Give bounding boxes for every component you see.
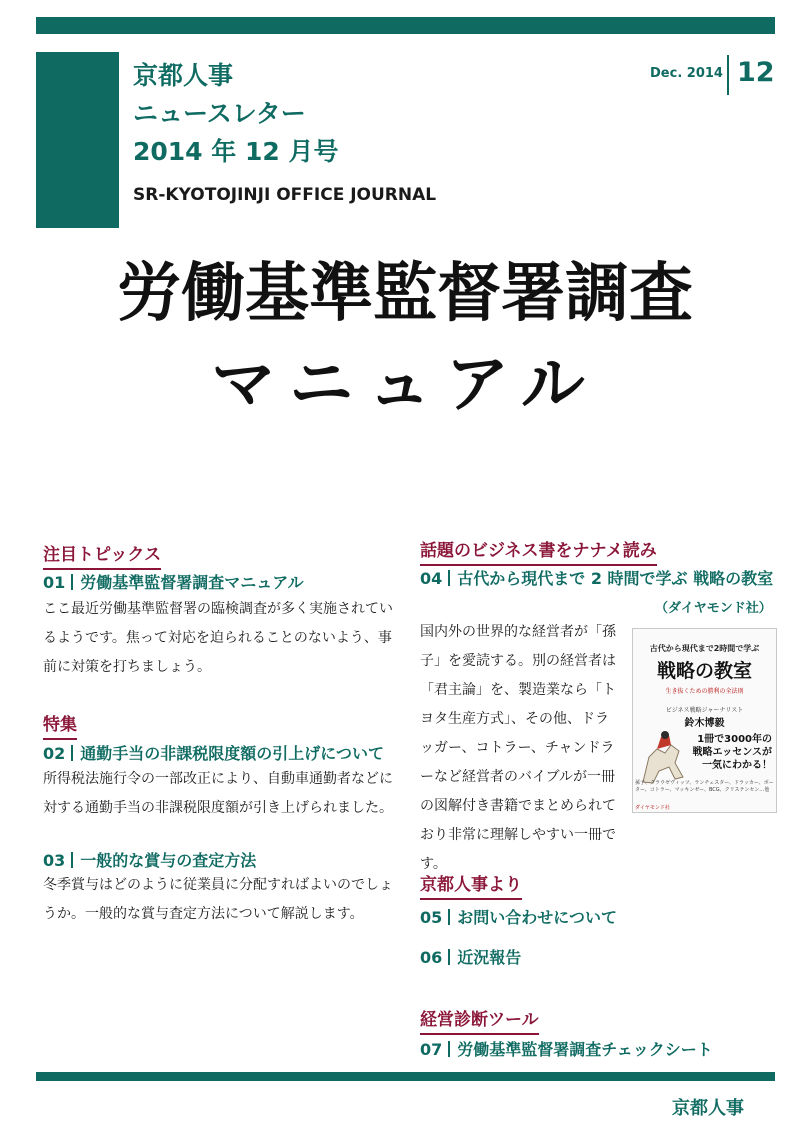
section-heading-diagnosis-tools: 経営診断ツール (420, 1005, 539, 1035)
toc-divider (448, 1041, 450, 1057)
toc-item-title: 労働基準監督署調査チェックシート (457, 1040, 713, 1059)
issue-number: 12 (737, 57, 775, 88)
toc-item-01[interactable] (43, 570, 304, 593)
toc-item-02-description: 所得税法施行令の一部改正により、自動車通勤者などに対する通勤手当の非課税限度額が引き上げられました。 (43, 771, 393, 816)
section-heading-feature: 特集 (43, 710, 77, 740)
book-cover-blurb: 1冊で3000年の 戦略エッセンスが 一気にわかる！ (692, 734, 772, 771)
toc-item-title: お問い合わせについて (457, 908, 617, 927)
book-cover-author: 鈴木博毅 (684, 718, 725, 729)
toc-item-title: 一般的な賞与の査定方法 (80, 851, 257, 870)
toc-item-01-description: ここ最近労働基準監督署の臨検調査が多く実施されているようです。焦って対応を迫られることのないよう、事前に対策を打ちましょう。 (43, 601, 393, 675)
toc-item-03[interactable] (43, 848, 256, 871)
book-publisher: （ダイヤモンド社） (655, 601, 772, 616)
toc-item-title: 労働基準監督署調査マニュアル (80, 573, 304, 592)
issue-divider (727, 55, 729, 95)
toc-divider (71, 745, 73, 761)
toc-item-number: 02 (43, 744, 66, 763)
toc-divider (448, 909, 450, 925)
main-title-line2: マニュアル (211, 348, 599, 422)
footer-brand: 京都人事 (672, 1098, 744, 1119)
book-cover-band: ダイヤモンド社 (635, 805, 670, 811)
newsletter-publisher: 京都人事 (133, 61, 234, 90)
toc-item-number: 05 (420, 908, 443, 927)
toc-item-title: 古代から現代まで 2 時間で学ぶ 戦略の教室 (457, 569, 774, 588)
journal-name: SR-KYOTOJINJI OFFICE JOURNAL (133, 185, 437, 205)
toc-divider (71, 574, 73, 590)
toc-divider (448, 949, 450, 965)
toc-item-04[interactable] (420, 566, 773, 589)
book-cover-author-note: ビジネス戦略ジャーナリスト (665, 707, 744, 714)
toc-item-07[interactable] (420, 1037, 713, 1060)
header-color-block (36, 52, 119, 228)
toc-item-05[interactable] (420, 905, 617, 928)
bottom-rule (36, 1072, 775, 1081)
toc-item-number: 06 (420, 948, 443, 967)
book-cover-title: 戦略の教室 (656, 660, 752, 682)
section-heading-topics: 注目トピックス (43, 540, 161, 570)
toc-item-03-description: 冬季賞与はどのように従業員に分配すればよいのでしょうか。一般的な賞与査定方法について解説します。 (43, 877, 393, 922)
book-cover-names: 孫子、クラウゼヴィッツ、ランチェスター、ドラッカー、ポーター、コトラー、マッキンゼー、BCG、クリステンセン…他 (635, 780, 774, 793)
toc-item-number: 07 (420, 1040, 443, 1059)
toc-item-title: 通勤手当の非課税限度額の引上げについて (80, 744, 384, 763)
book-cover-image (632, 628, 777, 813)
toc-item-number: 04 (420, 569, 443, 588)
toc-item-title: 近況報告 (457, 948, 522, 967)
toc-item-number: 01 (43, 573, 66, 592)
toc-divider (71, 852, 73, 868)
section-heading-office-news: 京都人事より (420, 870, 522, 900)
toc-item-02[interactable] (43, 741, 384, 764)
section-heading-business-books: 話題のビジネス書をナナメ読み (420, 536, 657, 566)
toc-item-04-description: 国内外の世界的な経営者が「孫子」を愛読する。別の経営者は「君主論」を、製造業なら「トヨタ生産方式」、その他、ドラッガー、コトラー、チャンドラーなど経営者のバイブルが一冊の図解付き書籍でまとめられており非常に理解しやすい一冊です。 (420, 624, 616, 872)
toc-item-number: 03 (43, 851, 66, 870)
main-title-line1: 労働基準監督署調査 (117, 257, 693, 331)
newsletter-label: ニュースレター (133, 99, 306, 128)
issue-month: 2014 年 12 月号 (133, 137, 339, 166)
book-cover-subtitle: 古代から現代まで2時間で学ぶ (649, 644, 760, 653)
book-cover-tagline: 生き抜くための勝利の全法則 (665, 688, 744, 695)
issue-date: Dec. 2014 (650, 66, 723, 81)
toc-item-06[interactable] (420, 945, 521, 968)
toc-divider (448, 570, 450, 586)
top-rule (36, 17, 775, 34)
